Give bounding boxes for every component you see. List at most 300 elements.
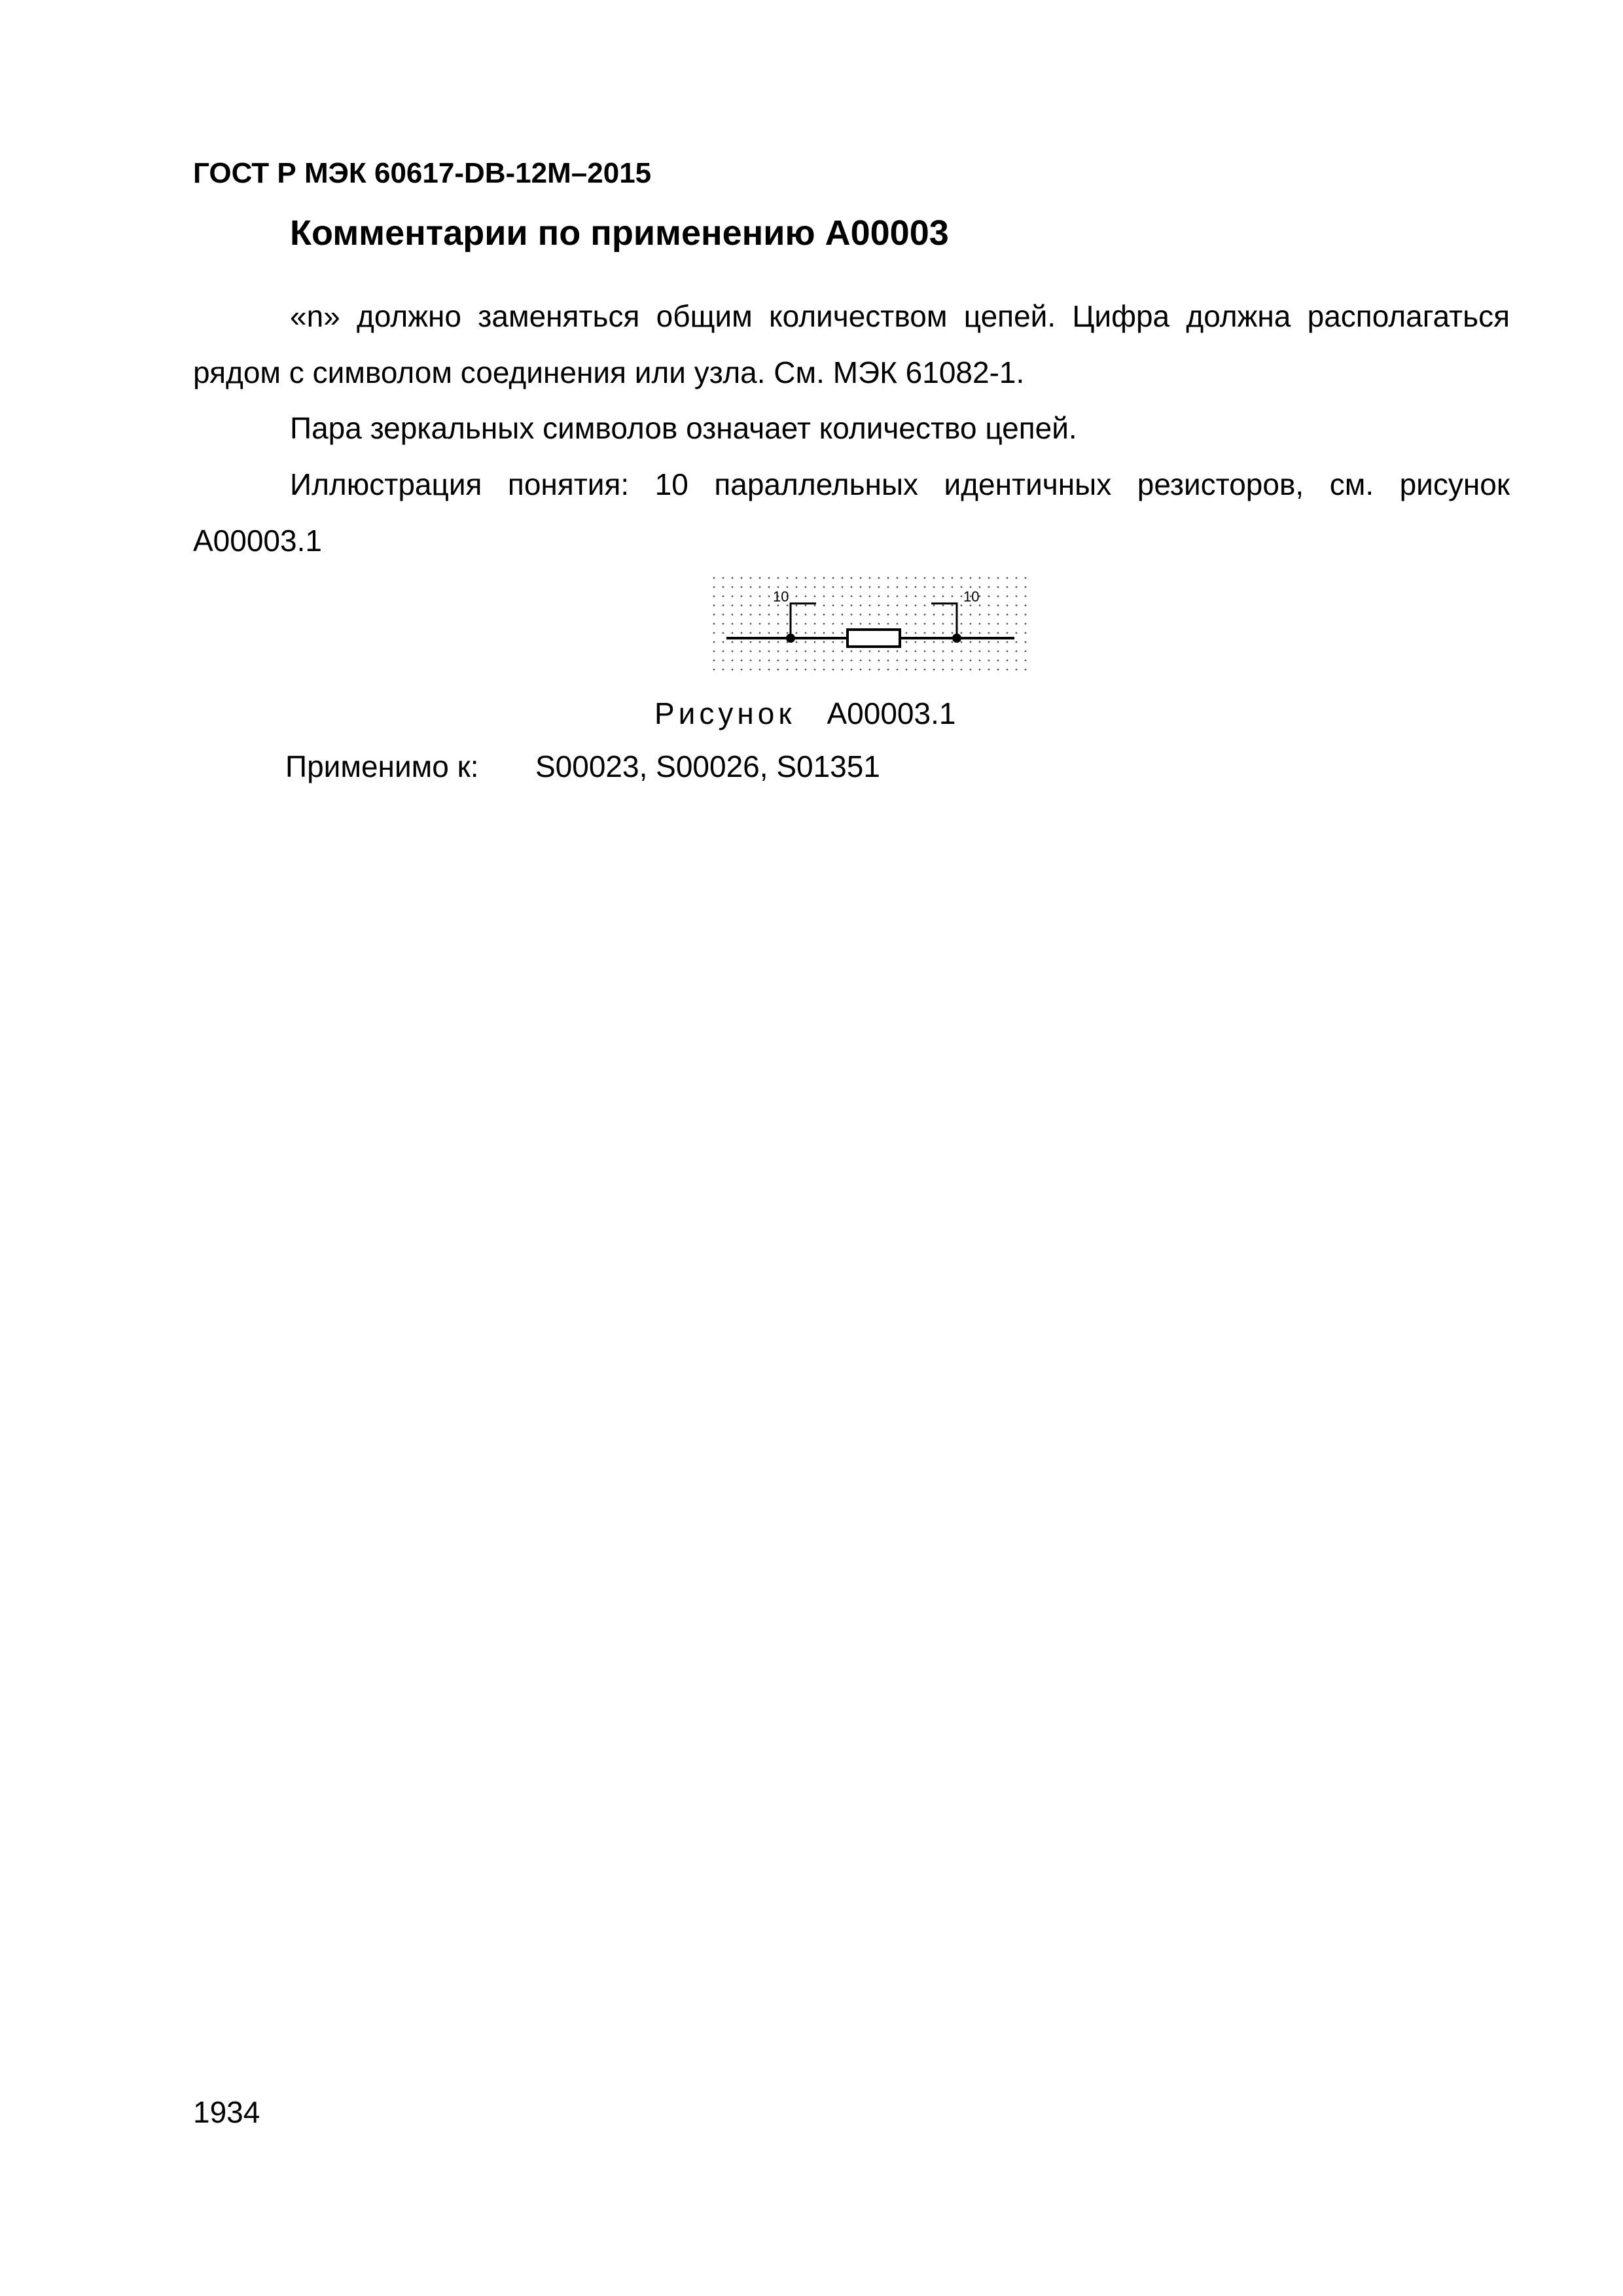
grid-dot xyxy=(997,651,999,653)
grid-dot xyxy=(768,614,770,616)
grid-dot xyxy=(823,660,825,662)
grid-dot xyxy=(979,586,981,588)
grid-dot xyxy=(732,586,734,588)
grid-dot xyxy=(741,669,743,671)
grid-dot xyxy=(787,586,789,588)
grid-dot xyxy=(814,577,816,579)
grid-dot xyxy=(942,614,944,616)
grid-dot xyxy=(887,596,889,598)
grid-dot xyxy=(924,641,926,643)
grid-dot xyxy=(924,605,926,607)
grid-dot xyxy=(1025,651,1027,653)
grid-dot xyxy=(915,577,917,579)
grid-dot xyxy=(979,669,981,671)
grid-dot xyxy=(796,596,798,598)
grid-dot xyxy=(970,651,972,653)
paragraph-mirror-symbols xyxy=(193,400,1510,456)
grid-dot xyxy=(961,651,963,653)
grid-dot xyxy=(814,596,816,598)
grid-dot xyxy=(759,586,761,588)
grid-dot xyxy=(1007,660,1008,662)
grid-dot xyxy=(832,632,834,634)
grid-dot xyxy=(759,641,761,643)
grid-dot xyxy=(741,623,743,625)
grid-dot xyxy=(796,651,798,653)
grid-dot xyxy=(979,577,981,579)
grid-dot xyxy=(952,614,954,616)
grid-dot xyxy=(961,623,963,625)
grid-dot xyxy=(1007,632,1008,634)
grid-dot xyxy=(722,605,724,607)
grid-dot xyxy=(722,614,724,616)
grid-dot xyxy=(787,660,789,662)
grid-dot xyxy=(722,669,724,671)
grid-dot xyxy=(1016,577,1018,579)
grid-dot xyxy=(768,651,770,653)
grid-dot xyxy=(933,577,935,579)
grid-dot xyxy=(750,614,752,616)
grid-dot xyxy=(814,623,816,625)
grid-dot xyxy=(741,651,743,653)
grid-dot xyxy=(979,651,981,653)
grid-dot xyxy=(750,586,752,588)
left-count-marker xyxy=(791,603,816,638)
grid-dot xyxy=(1025,605,1027,607)
grid-dot xyxy=(878,614,880,616)
grid-dot xyxy=(869,586,871,588)
grid-dot xyxy=(759,660,761,662)
grid-dot xyxy=(796,660,798,662)
grid-dot xyxy=(750,660,752,662)
grid-dot xyxy=(777,641,779,643)
grid-dot xyxy=(805,669,807,671)
grid-dot xyxy=(961,641,963,643)
grid-dot xyxy=(1007,614,1008,616)
grid-dot xyxy=(906,641,908,643)
grid-dot xyxy=(1025,660,1027,662)
grid-dot xyxy=(952,669,954,671)
grid-dot xyxy=(1016,614,1018,616)
grid-dot xyxy=(750,641,752,643)
grid-dot xyxy=(915,660,917,662)
grid-dot xyxy=(851,623,853,625)
grid-dot xyxy=(796,632,798,634)
grid-dot xyxy=(915,623,917,625)
grid-dot xyxy=(842,586,844,588)
grid-dot xyxy=(732,632,734,634)
grid-dot xyxy=(722,660,724,662)
grid-dot xyxy=(961,605,963,607)
grid-dot xyxy=(860,577,862,579)
grid-dot xyxy=(979,614,981,616)
grid-dot xyxy=(741,586,743,588)
grid-dot xyxy=(768,632,770,634)
grid-dot xyxy=(933,632,935,634)
grid-dot xyxy=(887,651,889,653)
grid-dot xyxy=(1025,623,1027,625)
grid-dot xyxy=(741,577,743,579)
paragraph-text: «n» должно заменяться общим количеством цепей. Цифра должна располагаться рядом с символом соединения или узла. См. МЭК 61082-1. xyxy=(193,299,1510,389)
grid-dot xyxy=(878,623,880,625)
grid-dot xyxy=(988,669,990,671)
grid-dot xyxy=(906,577,908,579)
grid-dot xyxy=(777,577,779,579)
grid-dot xyxy=(878,669,880,671)
grid-dot xyxy=(842,669,844,671)
grid-dot xyxy=(952,577,954,579)
grid-dot xyxy=(915,641,917,643)
grid-dot xyxy=(832,577,834,579)
grid-dot xyxy=(997,577,999,579)
grid-dot xyxy=(869,577,871,579)
grid-dot xyxy=(823,623,825,625)
grid-dot xyxy=(823,586,825,588)
grid-dot xyxy=(732,577,734,579)
grid-dot xyxy=(796,586,798,588)
grid-dot xyxy=(942,632,944,634)
grid-dot xyxy=(814,641,816,643)
grid-dot xyxy=(832,669,834,671)
grid-dot xyxy=(915,651,917,653)
grid-dot xyxy=(869,660,871,662)
grid-dot xyxy=(988,596,990,598)
grid-dot xyxy=(997,623,999,625)
grid-dot xyxy=(979,641,981,643)
grid-dot xyxy=(906,632,908,634)
grid-dot xyxy=(732,669,734,671)
grid-dot xyxy=(970,641,972,643)
grid-dot xyxy=(1007,586,1008,588)
grid-dot xyxy=(906,605,908,607)
grid-dot xyxy=(906,623,908,625)
grid-dot xyxy=(970,623,972,625)
grid-dot xyxy=(768,669,770,671)
grid-dot xyxy=(759,577,761,579)
grid-dot xyxy=(897,586,899,588)
grid-dot xyxy=(897,614,899,616)
grid-dot xyxy=(1016,669,1018,671)
grid-dot xyxy=(777,660,779,662)
grid-dot xyxy=(906,596,908,598)
grid-dot xyxy=(851,660,853,662)
grid-dot xyxy=(952,651,954,653)
grid-dot xyxy=(878,577,880,579)
grid-dot xyxy=(732,614,734,616)
grid-dot xyxy=(915,596,917,598)
grid-dot xyxy=(915,632,917,634)
grid-dot xyxy=(1025,577,1027,579)
grid-dot xyxy=(750,651,752,653)
grid-dot xyxy=(997,586,999,588)
grid-dot xyxy=(952,605,954,607)
grid-dot xyxy=(741,641,743,643)
grid-dot xyxy=(851,586,853,588)
grid-dot xyxy=(997,596,999,598)
grid-dot xyxy=(924,669,926,671)
grid-dot xyxy=(832,605,834,607)
grid-dot xyxy=(942,586,944,588)
paragraph-text: Пара зеркальных символов означает количество цепей. xyxy=(290,411,1077,445)
grid-dot xyxy=(750,632,752,634)
grid-dot xyxy=(961,577,963,579)
grid-dot xyxy=(732,641,734,643)
grid-dot xyxy=(832,623,834,625)
grid-dot xyxy=(713,577,715,579)
grid-dot xyxy=(979,632,981,634)
grid-dot xyxy=(997,632,999,634)
grid-dot xyxy=(768,623,770,625)
grid-dot xyxy=(915,614,917,616)
grid-dot xyxy=(878,605,880,607)
grid-dot xyxy=(952,641,954,643)
grid-dot xyxy=(759,605,761,607)
grid-dot xyxy=(1016,623,1018,625)
grid-dot xyxy=(805,632,807,634)
grid-dot xyxy=(860,623,862,625)
right-count-label: 10 xyxy=(963,588,980,605)
grid-dot xyxy=(1016,641,1018,643)
grid-dot xyxy=(1016,651,1018,653)
grid-dot xyxy=(1007,669,1008,671)
grid-dot xyxy=(842,623,844,625)
grid-dot xyxy=(915,586,917,588)
grid-dot xyxy=(1007,605,1008,607)
grid-dot xyxy=(970,614,972,616)
grid-dot xyxy=(741,660,743,662)
grid-dot xyxy=(952,596,954,598)
grid-dot xyxy=(805,577,807,579)
grid-dot xyxy=(906,660,908,662)
grid-dot xyxy=(787,623,789,625)
grid-dot xyxy=(713,641,715,643)
grid-dot xyxy=(768,641,770,643)
grid-dot xyxy=(906,669,908,671)
figure-caption-number: A00003.1 xyxy=(827,696,956,730)
grid-dot xyxy=(814,586,816,588)
grid-dot xyxy=(933,641,935,643)
grid-dot xyxy=(842,651,844,653)
circuit-figure xyxy=(710,573,1031,677)
grid-dot xyxy=(961,614,963,616)
grid-dot xyxy=(805,586,807,588)
grid-dot xyxy=(942,577,944,579)
grid-dot xyxy=(787,669,789,671)
dot-grid xyxy=(713,577,1027,671)
grid-dot xyxy=(842,641,844,643)
grid-dot xyxy=(832,660,834,662)
grid-dot xyxy=(1007,651,1008,653)
grid-dot xyxy=(750,669,752,671)
grid-dot xyxy=(997,605,999,607)
grid-dot xyxy=(906,651,908,653)
grid-dot xyxy=(732,651,734,653)
grid-dot xyxy=(961,669,963,671)
grid-dot xyxy=(869,623,871,625)
grid-dot xyxy=(961,632,963,634)
grid-dot xyxy=(787,614,789,616)
grid-dot xyxy=(979,605,981,607)
grid-dot xyxy=(979,660,981,662)
grid-dot xyxy=(741,614,743,616)
grid-dot xyxy=(777,614,779,616)
paragraph-illustration xyxy=(193,456,1510,569)
grid-dot xyxy=(970,605,972,607)
grid-dot xyxy=(860,596,862,598)
grid-dot xyxy=(869,605,871,607)
grid-dot xyxy=(1016,596,1018,598)
grid-dot xyxy=(988,632,990,634)
grid-dot xyxy=(869,596,871,598)
grid-dot xyxy=(713,605,715,607)
grid-dot xyxy=(832,614,834,616)
grid-dot xyxy=(713,651,715,653)
grid-dot xyxy=(805,651,807,653)
grid-dot xyxy=(741,605,743,607)
grid-dot xyxy=(988,614,990,616)
grid-dot xyxy=(887,669,889,671)
grid-dot xyxy=(814,632,816,634)
grid-dot xyxy=(1025,614,1027,616)
grid-dot xyxy=(878,586,880,588)
grid-dot xyxy=(988,577,990,579)
grid-dot xyxy=(768,586,770,588)
grid-dot xyxy=(713,632,715,634)
grid-dot xyxy=(842,614,844,616)
grid-dot xyxy=(1007,623,1008,625)
grid-dot xyxy=(942,660,944,662)
grid-dot xyxy=(805,605,807,607)
grid-dot xyxy=(796,641,798,643)
grid-dot xyxy=(906,586,908,588)
grid-dot xyxy=(814,660,816,662)
grid-dot xyxy=(1025,641,1027,643)
grid-dot xyxy=(897,577,899,579)
grid-dot xyxy=(933,586,935,588)
grid-dot xyxy=(970,669,972,671)
applies-to-label: Применимо к: xyxy=(285,749,479,783)
grid-dot xyxy=(777,605,779,607)
grid-dot xyxy=(979,623,981,625)
grid-dot xyxy=(814,651,816,653)
grid-dot xyxy=(988,605,990,607)
grid-dot xyxy=(759,632,761,634)
grid-dot xyxy=(924,660,926,662)
grid-dot xyxy=(814,669,816,671)
grid-dot xyxy=(851,651,853,653)
grid-dot xyxy=(777,586,779,588)
grid-dot xyxy=(1007,641,1008,643)
grid-dot xyxy=(823,614,825,616)
grid-dot xyxy=(961,660,963,662)
grid-dot xyxy=(823,605,825,607)
grid-dot xyxy=(823,632,825,634)
grid-dot xyxy=(933,669,935,671)
grid-dot xyxy=(970,586,972,588)
grid-dot xyxy=(988,651,990,653)
grid-dot xyxy=(970,632,972,634)
grid-dot xyxy=(933,660,935,662)
resistor-symbol xyxy=(847,630,900,647)
section-title: Комментарии по применению A00003 xyxy=(290,213,949,253)
grid-dot xyxy=(842,577,844,579)
grid-dot xyxy=(887,614,889,616)
grid-dot xyxy=(787,632,789,634)
grid-dot xyxy=(750,596,752,598)
grid-dot xyxy=(887,577,889,579)
grid-dot xyxy=(796,577,798,579)
grid-dot xyxy=(805,641,807,643)
grid-dot xyxy=(952,632,954,634)
grid-dot xyxy=(860,614,862,616)
grid-dot xyxy=(897,623,899,625)
grid-dot xyxy=(970,660,972,662)
grid-dot xyxy=(860,586,862,588)
grid-dot xyxy=(777,669,779,671)
grid-dot xyxy=(878,651,880,653)
grid-dot xyxy=(805,596,807,598)
grid-dot xyxy=(787,577,789,579)
paragraph-text: Иллюстрация понятия: 10 параллельных идентичных резисторов, см. рисунок A00003.1 xyxy=(193,467,1510,558)
grid-dot xyxy=(942,641,944,643)
grid-dot xyxy=(768,660,770,662)
grid-dot xyxy=(933,614,935,616)
grid-dot xyxy=(713,614,715,616)
grid-dot xyxy=(961,596,963,598)
grid-dot xyxy=(933,623,935,625)
grid-dot xyxy=(722,623,724,625)
grid-dot xyxy=(722,651,724,653)
grid-dot xyxy=(768,605,770,607)
paragraph-n-replacement xyxy=(193,288,1510,401)
grid-dot xyxy=(860,660,862,662)
grid-dot xyxy=(906,614,908,616)
grid-dot xyxy=(796,623,798,625)
grid-dot xyxy=(851,669,853,671)
grid-dot xyxy=(805,623,807,625)
grid-dot xyxy=(768,577,770,579)
grid-dot xyxy=(732,605,734,607)
grid-dot xyxy=(713,596,715,598)
grid-dot xyxy=(851,596,853,598)
grid-dot xyxy=(823,669,825,671)
grid-dot xyxy=(713,660,715,662)
left-count-label: 10 xyxy=(773,588,789,605)
grid-dot xyxy=(796,605,798,607)
grid-dot xyxy=(787,605,789,607)
grid-dot xyxy=(887,660,889,662)
grid-dot xyxy=(860,651,862,653)
grid-dot xyxy=(842,605,844,607)
grid-dot xyxy=(988,660,990,662)
grid-dot xyxy=(897,651,899,653)
grid-dot xyxy=(952,623,954,625)
grid-dot xyxy=(997,660,999,662)
grid-dot xyxy=(915,605,917,607)
figure-caption-word: Рисунок xyxy=(654,696,796,730)
grid-dot xyxy=(933,596,935,598)
grid-dot xyxy=(814,605,816,607)
grid-dot xyxy=(713,669,715,671)
grid-dot xyxy=(732,623,734,625)
grid-dot xyxy=(842,632,844,634)
grid-dot xyxy=(924,577,926,579)
grid-dot xyxy=(832,596,834,598)
grid-dot xyxy=(942,651,944,653)
applies-to-values: S00023, S00026, S01351 xyxy=(535,749,880,783)
grid-dot xyxy=(759,669,761,671)
grid-dot xyxy=(860,605,862,607)
applies-to-line xyxy=(285,749,880,784)
